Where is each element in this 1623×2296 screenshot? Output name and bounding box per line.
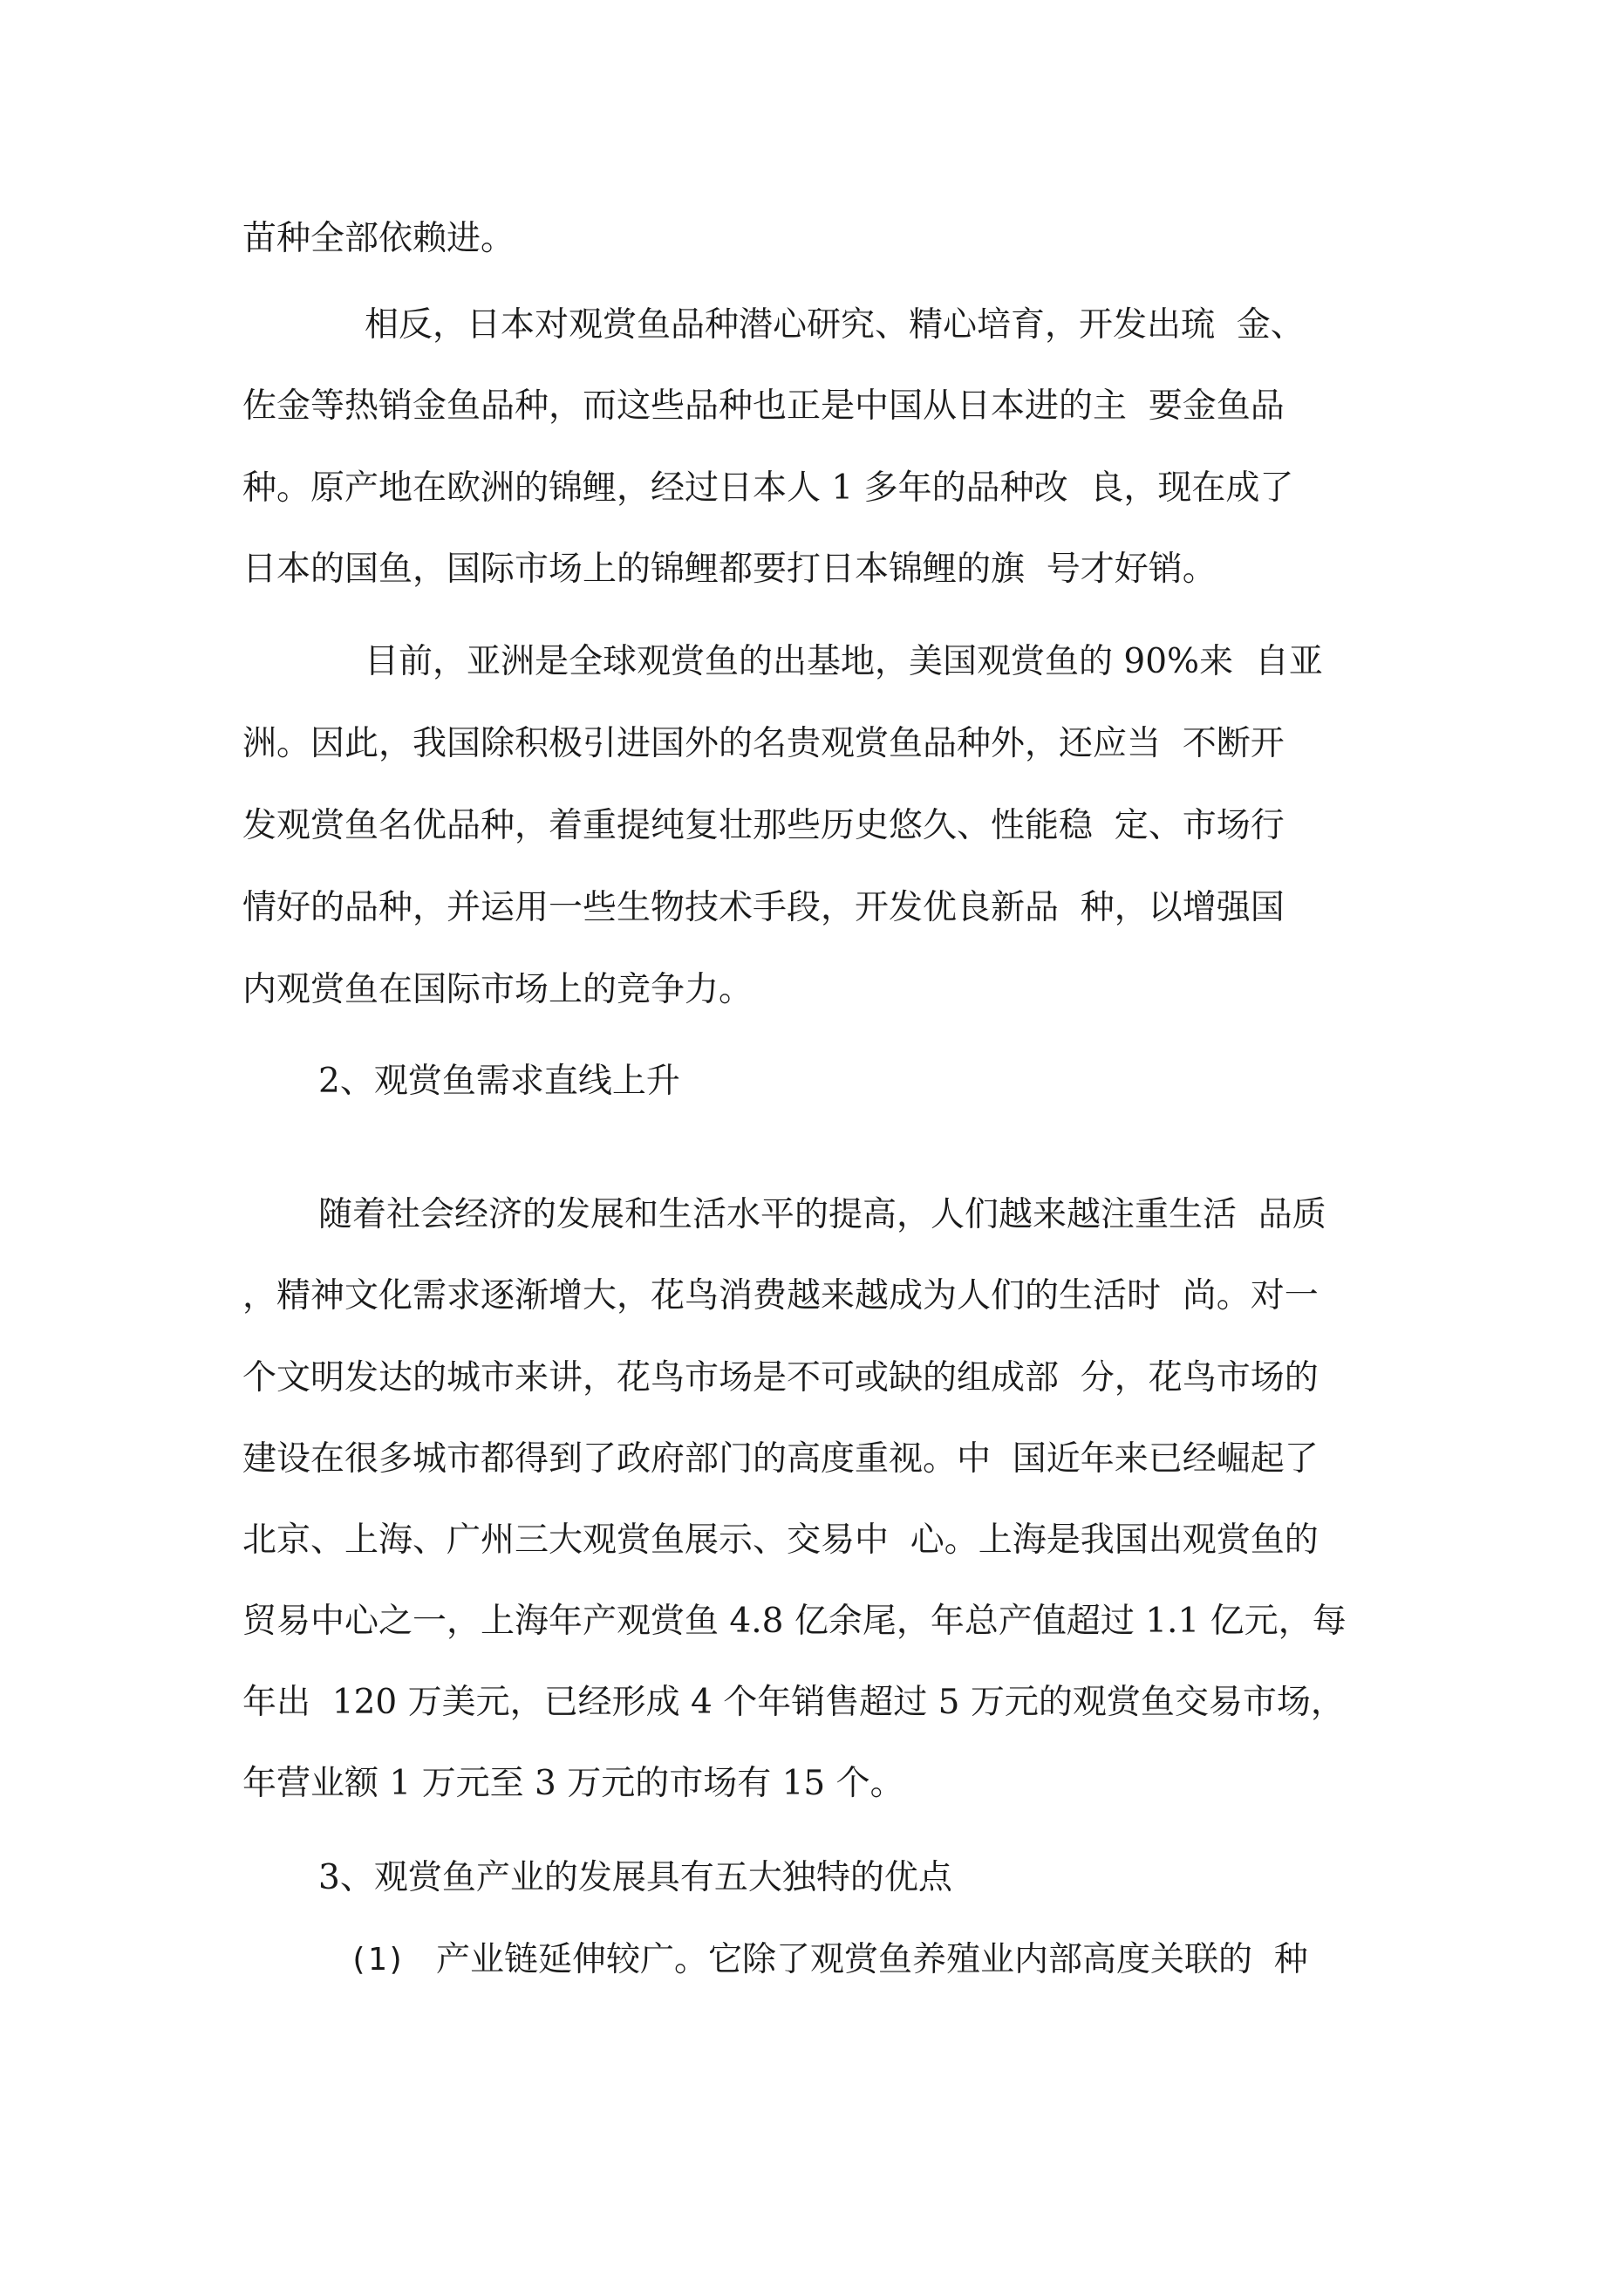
paragraph-line: 发观赏鱼名优品种，着重提纯复壮那些历史悠久、性能稳 定、市场行 bbox=[242, 806, 1285, 845]
section-heading: 2、观赏鱼需求直线上升 bbox=[318, 1062, 680, 1101]
paragraph-line: 年营业额 1 万元至 3 万元的市场有 15 个。 bbox=[242, 1764, 904, 1803]
paragraph-line: 种。原产地在欧洲的锦鲤，经过日本人 1 多年的品种改 良，现在成了 bbox=[242, 468, 1294, 508]
paragraph-line: 年出 120 万美元，已经形成 4 个年销售超过 5 万元的观赏鱼交易市场， bbox=[242, 1683, 1345, 1722]
list-item-number: (1) bbox=[349, 1942, 406, 1978]
paragraph-line: 情好的品种，并运用一些生物技术手段，开发优良新品 种，以增强国 bbox=[242, 888, 1285, 927]
paragraph-line: 目前，亚洲是全球观赏鱼的出基地，美国观赏鱼的 90%来 自亚 bbox=[365, 642, 1323, 681]
paragraph-line: 日本的国鱼，国际市场上的锦鲤都要打日本锦鲤的旗 号才好销。 bbox=[242, 550, 1217, 589]
list-item-text: 产业链延伸较广。它除了观赏鱼养殖业内部高度关联的 种 bbox=[436, 1940, 1308, 1979]
paragraph-line: ，精神文化需求逐渐增大，花鸟消费越来越成为人们的生活时 尚。对一 bbox=[242, 1276, 1319, 1315]
paragraph-line: 随着社会经济的发展和生活水平的提高，人们越来越注重生活 品质 bbox=[318, 1195, 1326, 1234]
paragraph-line: 北京、上海、广州三大观赏鱼展示、交易中 心。上海是我国出观赏鱼的 bbox=[242, 1520, 1319, 1560]
paragraph-line: 相反，日本对观赏鱼品种潜心研究、精心培育，开发出琉 金、 bbox=[365, 305, 1305, 345]
paragraph-line: 佐金等热销金鱼品种，而这些品种也正是中国从日本进的主 要金鱼品 bbox=[242, 386, 1285, 426]
paragraph-line: 贸易中心之一，上海年产观赏鱼 4.8 亿余尾，年总产值超过 1.1 亿元，每 bbox=[242, 1602, 1347, 1641]
paragraph-line: 建设在很多城市都得到了政府部门的高度重视。中 国近年来已经崛起了 bbox=[242, 1439, 1319, 1479]
section-heading: 3、观赏鱼产业的发展具有五大独特的优点 bbox=[318, 1858, 952, 1897]
paragraph-line: 洲。因此，我国除积极引进国外的名贵观赏鱼品种外，还应当 不断开 bbox=[242, 724, 1285, 763]
paragraph-line: 内观赏鱼在国际市场上的竞争力。 bbox=[242, 970, 754, 1009]
paragraph-line: 个文明发达的城市来讲，花鸟市场是不可或缺的组成部 分，花鸟市场的 bbox=[242, 1358, 1319, 1397]
paragraph-line: 苗种全部依赖进。 bbox=[242, 219, 515, 258]
